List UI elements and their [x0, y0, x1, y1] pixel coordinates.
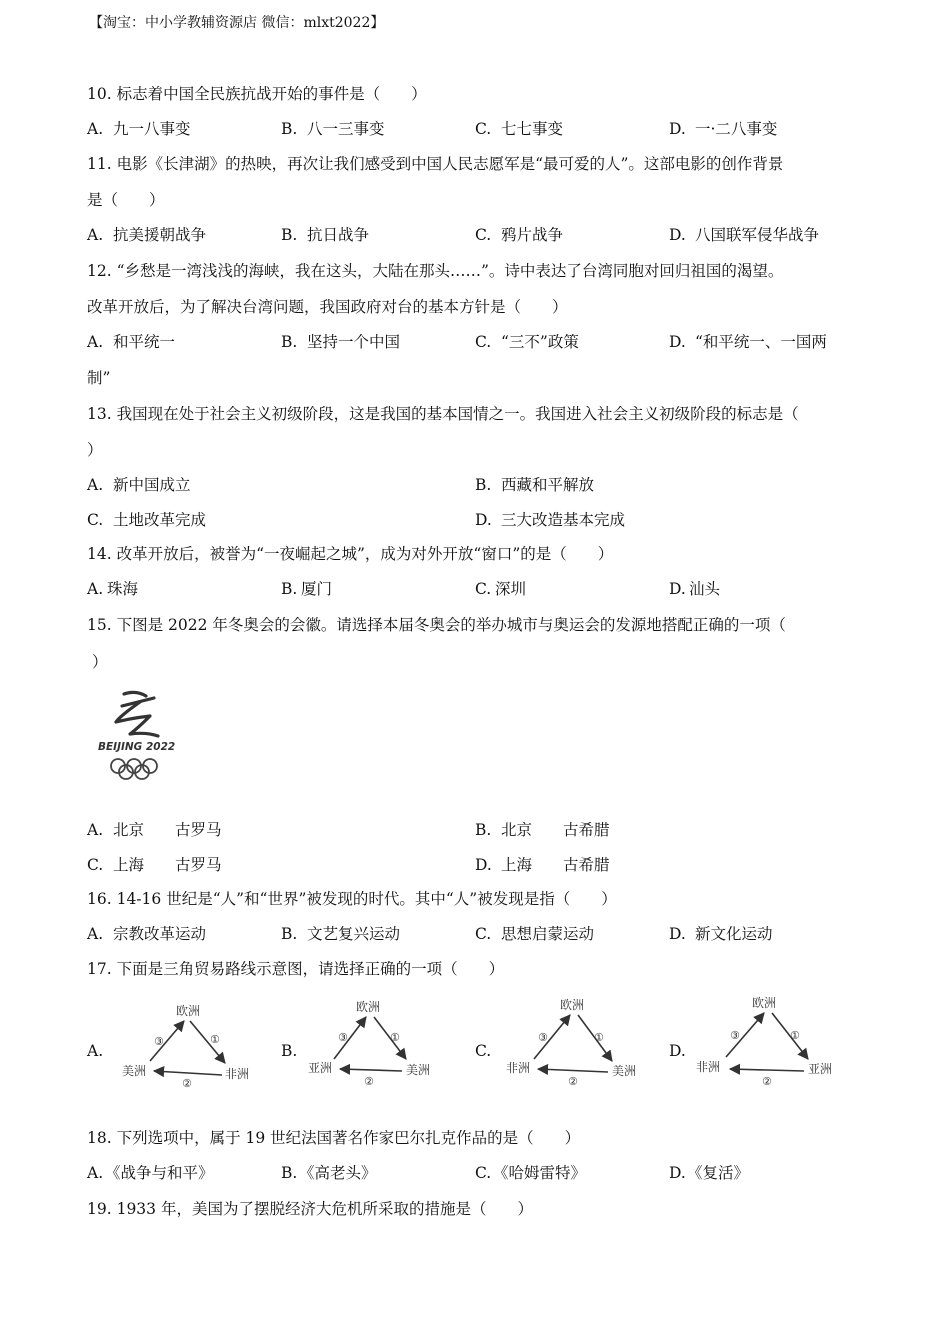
question-14-stem: 14. 改革开放后，被誉为“一夜崛起之城”，成为对外开放“窗口”的是（ ） [87, 545, 614, 563]
option-b[interactable]: B. 文艺复兴运动 [281, 925, 401, 943]
option-a[interactable]: A. 宗教改革运动 [87, 925, 207, 943]
question-11-stem-line2: 是（ ） [87, 191, 165, 209]
route-1-label: ① [390, 1031, 400, 1044]
question-13-stem-line1: 13. 我国现在处于社会主义初级阶段，这是我国的基本国情之一。我国进入社会主义初级阶段的标志是（ [87, 405, 799, 423]
option-d[interactable]: D. 新文化运动 [669, 925, 773, 943]
triangle-trade-diagram-a[interactable] [110, 995, 260, 1090]
option-b[interactable]: B. [281, 1042, 298, 1060]
option-c[interactable]: C. 《哈姆雷特》 [475, 1164, 587, 1182]
option-d[interactable]: D. 八国联军侵华战争 [669, 226, 820, 244]
node-top: 欧洲 [560, 998, 585, 1012]
question-11-stem-line1: 11. 电影《长津湖》的热映，再次让我们感受到中国人民志愿军是“最可爱的人”。这部电影的创作背景 [87, 155, 784, 173]
node-top: 欧洲 [356, 1000, 381, 1014]
option-b[interactable]: B. 抗日战争 [281, 226, 370, 244]
route-1-label: ① [210, 1033, 220, 1046]
option-b[interactable]: B. 厦门 [281, 580, 333, 598]
question-16-stem: 16. 14-16 世纪是“人”和“世界”被发现的时代。其中“人”被发现是指（ ） [87, 890, 617, 908]
node-right: 亚洲 [808, 1062, 833, 1076]
option-d[interactable]: D.《复活》 [669, 1164, 750, 1182]
option-a[interactable]: A. 九一八事变 [87, 120, 191, 138]
option-b[interactable]: B. 西藏和平解放 [475, 476, 595, 494]
option-c[interactable]: C. [475, 1042, 492, 1060]
route-2-label: ② [364, 1075, 374, 1088]
emblem-brush-glyph [116, 692, 158, 736]
option-c[interactable]: C. 土地改革完成 [87, 511, 207, 529]
route-3-label: ③ [154, 1035, 164, 1048]
node-right: 美洲 [612, 1064, 637, 1078]
option-b[interactable]: B. 《高老头》 [281, 1164, 377, 1182]
node-left: 非洲 [696, 1060, 721, 1074]
winter-olympics-emblem-image [96, 686, 192, 782]
question-15-stem-line2: ） [92, 653, 108, 671]
triangle-trade-diagram-d[interactable] [692, 995, 842, 1090]
node-right: 美洲 [406, 1063, 431, 1077]
question-10-stem: 10. 标志着中国全民族抗战开始的事件是（ ） [87, 85, 427, 103]
node-left: 亚洲 [308, 1061, 333, 1075]
option-a[interactable]: A. 《战争与和平》 [87, 1164, 214, 1182]
option-c[interactable]: C. 深圳 [475, 580, 527, 598]
triangle-trade-diagram-c[interactable] [500, 995, 650, 1090]
route-2-label: ② [568, 1075, 578, 1088]
option-d[interactable]: D. [669, 1042, 686, 1060]
route-1-label: ① [790, 1029, 800, 1042]
question-18-stem: 18. 下列选项中，属于 19 世纪法国著名作家巴尔扎克作品的是（ ） [87, 1129, 581, 1147]
option-a[interactable]: A. 新中国成立 [87, 476, 191, 494]
option-a[interactable]: A. [87, 1042, 104, 1060]
option-a[interactable]: A. 和平统一 [87, 333, 176, 351]
question-13-stem-line2: ） [87, 441, 103, 459]
option-a[interactable]: A. 北京 古罗马 [87, 821, 222, 839]
option-b[interactable]: B. 北京 古希腊 [475, 821, 610, 839]
option-d-wrap: 制” [87, 369, 111, 387]
node-top: 欧洲 [176, 1004, 201, 1018]
emblem-wordmark: BEIJING 2022 [98, 741, 176, 753]
route-1-label: ① [594, 1031, 604, 1044]
route-3-label: ③ [730, 1029, 740, 1042]
option-c[interactable]: C. 上海 古罗马 [87, 856, 222, 874]
option-d[interactable]: D. 汕头 [669, 580, 721, 598]
option-c[interactable]: C. 鸦片战争 [475, 226, 564, 244]
option-d[interactable]: D. 一·二八事变 [669, 120, 778, 138]
question-12-stem-line1: 12. “乡愁是一湾浅浅的海峡，我在这头，大陆在那头……”。诗中表达了台湾同胞对回归祖国的渴望。 [87, 262, 784, 280]
question-17-stem: 17. 下面是三角贸易路线示意图，请选择正确的一项（ ） [87, 960, 505, 978]
option-c[interactable]: C. “三不”政策 [475, 333, 579, 351]
triangle-trade-diagram-b[interactable] [298, 995, 448, 1090]
option-d[interactable]: D. 上海 古希腊 [475, 856, 610, 874]
question-19-stem: 19. 1933 年，美国为了摆脱经济大危机所采取的措施是（ ） [87, 1200, 533, 1218]
route-2-label: ② [762, 1075, 772, 1088]
route-2-label: ② [182, 1077, 192, 1090]
node-left: 非洲 [506, 1061, 531, 1075]
option-a[interactable]: A. 珠海 [87, 580, 139, 598]
question-15-stem-line1: 15. 下图是 2022 年冬奥会的会徽。请选择本届冬奥会的举办城市与奥运会的发源地搭配正确的一项（ [87, 616, 786, 634]
olympic-rings-icon [111, 759, 157, 779]
option-c[interactable]: C. 思想启蒙运动 [475, 925, 595, 943]
node-left: 美洲 [122, 1064, 147, 1078]
option-c[interactable]: C. 七七事变 [475, 120, 564, 138]
option-b[interactable]: B. 坚持一个中国 [281, 333, 401, 351]
option-d[interactable]: D. “和平统一、一国两 [669, 333, 827, 351]
route-3-label: ③ [338, 1031, 348, 1044]
question-12-stem-line2: 改革开放后，为了解决台湾问题，我国政府对台的基本方针是（ ） [87, 298, 568, 316]
page-header: 【淘宝：中小学教辅资源店 微信：mlxt2022】 [89, 15, 385, 31]
route-3-label: ③ [538, 1031, 548, 1044]
node-top: 欧洲 [752, 996, 777, 1010]
option-a[interactable]: A. 抗美援朝战争 [87, 226, 207, 244]
option-b[interactable]: B. 八一三事变 [281, 120, 385, 138]
option-d[interactable]: D. 三大改造基本完成 [475, 511, 626, 529]
node-right: 非洲 [225, 1067, 250, 1081]
